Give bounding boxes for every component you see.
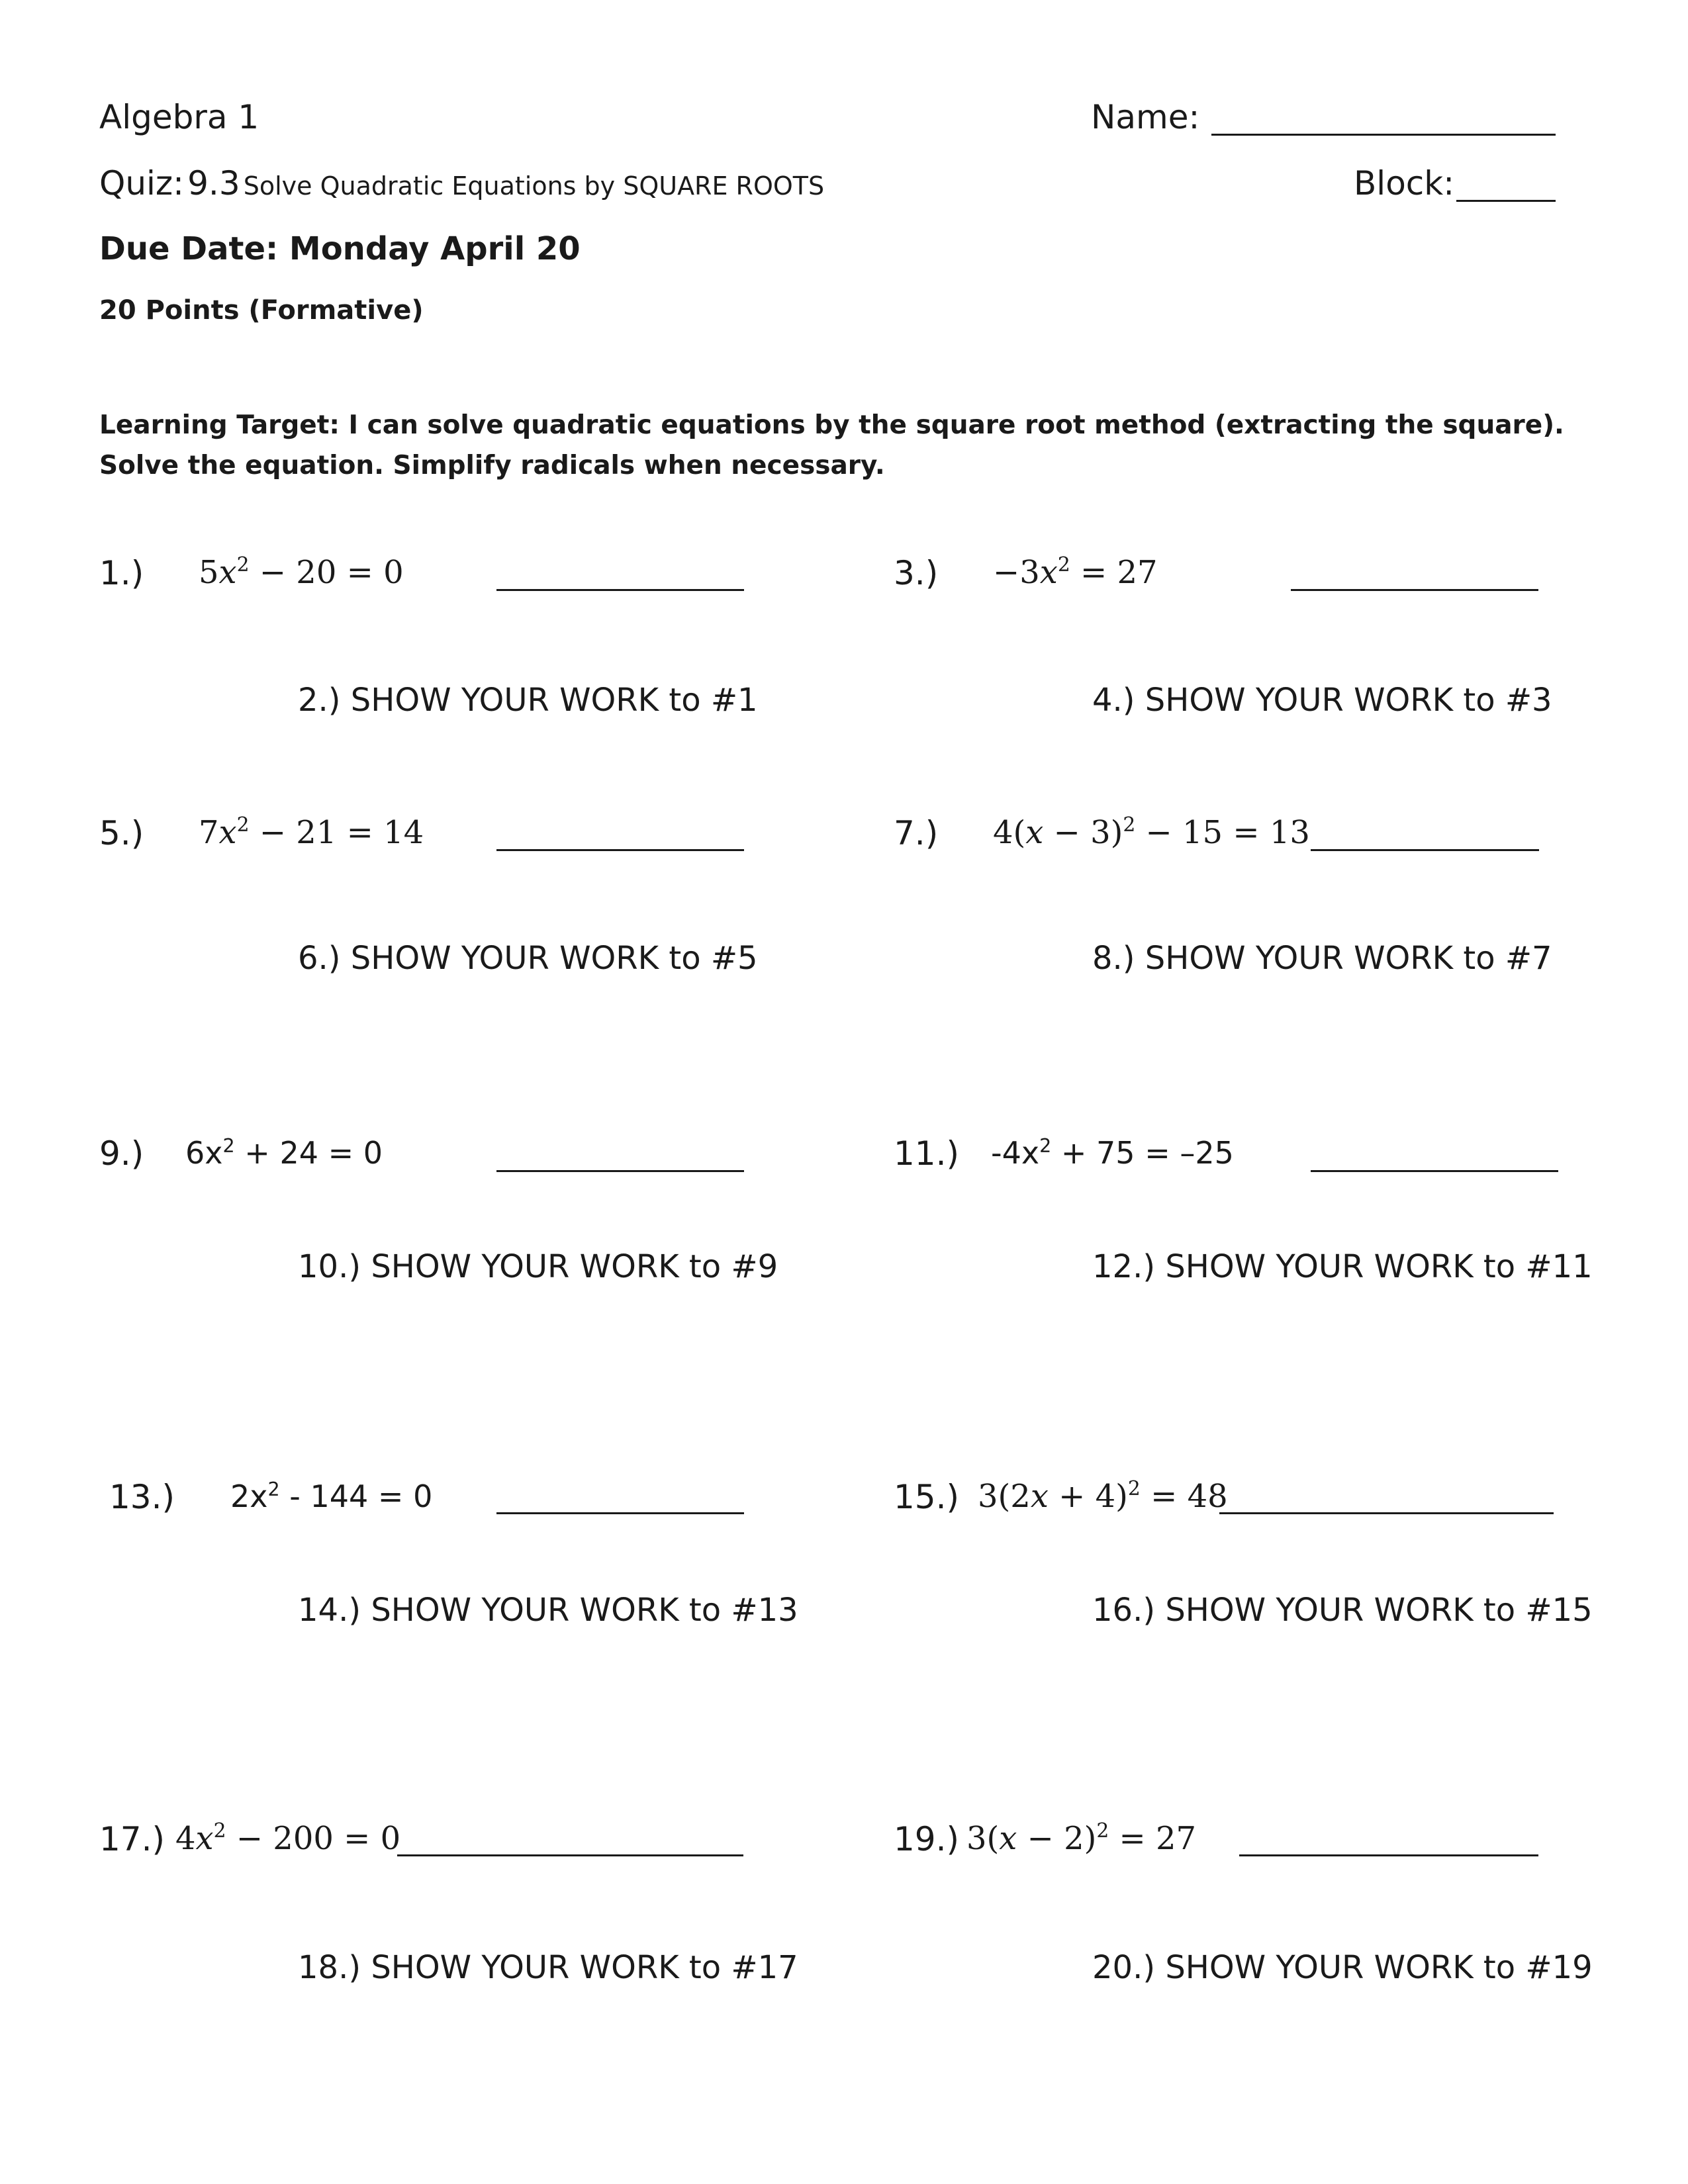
problem-number: 19.) — [894, 1820, 960, 1858]
course-title: Algebra 1 — [99, 98, 259, 136]
equation: $4(x - 3)^2 - 15 = 13$ — [993, 813, 1310, 851]
quiz-heading — [99, 164, 824, 203]
answer-blank[interactable] — [496, 1512, 744, 1514]
block-field[interactable] — [1456, 200, 1556, 202]
problem-number: 15.) — [894, 1478, 960, 1516]
show-work-label: 12.) SHOW YOUR WORK to #11 — [1092, 1248, 1593, 1285]
block-label: Block: — [1354, 164, 1455, 203]
problem-number: 17.) — [99, 1820, 165, 1858]
learning-target: Learning Target: I can solve quadratic equations by the square root method (extracting the square). — [99, 410, 1564, 440]
answer-blank[interactable] — [1239, 1854, 1538, 1856]
equation: $7x^2 - 21 = 14$ — [199, 813, 424, 851]
answer-blank[interactable] — [1219, 1512, 1554, 1514]
answer-blank[interactable] — [496, 1170, 744, 1172]
problem-number: 11.) — [894, 1134, 960, 1173]
equation: $-4x^2 + 75 = -25$ — [991, 1134, 1234, 1171]
points-label: 20 Points (Formative) — [99, 295, 424, 326]
equation: $4x^2 - 200 = 0$ — [175, 1819, 401, 1857]
show-work-label: 16.) SHOW YOUR WORK to #15 — [1092, 1592, 1593, 1629]
equation: $5x^2 - 20 = 0$ — [199, 553, 404, 591]
show-work-label: 14.) SHOW YOUR WORK to #13 — [298, 1592, 798, 1629]
problem-number: 7.) — [894, 814, 939, 852]
equation: $2x^2 - 144 = 0$ — [230, 1478, 433, 1514]
equation: $6x^2 + 24 = 0$ — [185, 1134, 383, 1171]
directions: Solve the equation. Simplify radicals when necessary. — [99, 451, 885, 480]
problem-number: 5.) — [99, 814, 144, 852]
equation: $3(2x + 4)^2 = 48$ — [978, 1477, 1228, 1515]
problem-number: 3.) — [894, 554, 939, 592]
show-work-label: 10.) SHOW YOUR WORK to #9 — [298, 1248, 778, 1285]
quiz-prefix: Quiz: — [99, 164, 185, 203]
name-label: Name: — [1091, 98, 1200, 136]
show-work-label: 8.) SHOW YOUR WORK to #7 — [1092, 940, 1552, 977]
show-work-label: 20.) SHOW YOUR WORK to #19 — [1092, 1949, 1593, 1986]
answer-blank[interactable] — [1311, 849, 1539, 851]
equation: $3(x - 2)^2 = 27$ — [966, 1819, 1197, 1857]
show-work-label: 2.) SHOW YOUR WORK to #1 — [298, 682, 758, 719]
answer-blank[interactable] — [496, 589, 744, 591]
show-work-label: 6.) SHOW YOUR WORK to #5 — [298, 940, 758, 977]
problem-number: 9.) — [99, 1134, 144, 1173]
answer-blank[interactable] — [1291, 589, 1538, 591]
quiz-number: 9.3 — [187, 164, 240, 203]
due-date: Due Date: Monday April 20 — [99, 230, 581, 267]
show-work-label: 18.) SHOW YOUR WORK to #17 — [298, 1949, 798, 1986]
quiz-title: Solve Quadratic Equations by SQUARE ROOTS — [243, 171, 825, 201]
answer-blank[interactable] — [496, 849, 744, 851]
problem-number: 13.) — [109, 1478, 175, 1516]
answer-blank[interactable] — [397, 1854, 743, 1856]
show-work-label: 4.) SHOW YOUR WORK to #3 — [1092, 682, 1552, 719]
name-field[interactable] — [1211, 134, 1556, 136]
answer-blank[interactable] — [1311, 1170, 1558, 1172]
problem-number: 1.) — [99, 554, 144, 592]
equation: $-3x^2 = 27$ — [993, 553, 1158, 591]
